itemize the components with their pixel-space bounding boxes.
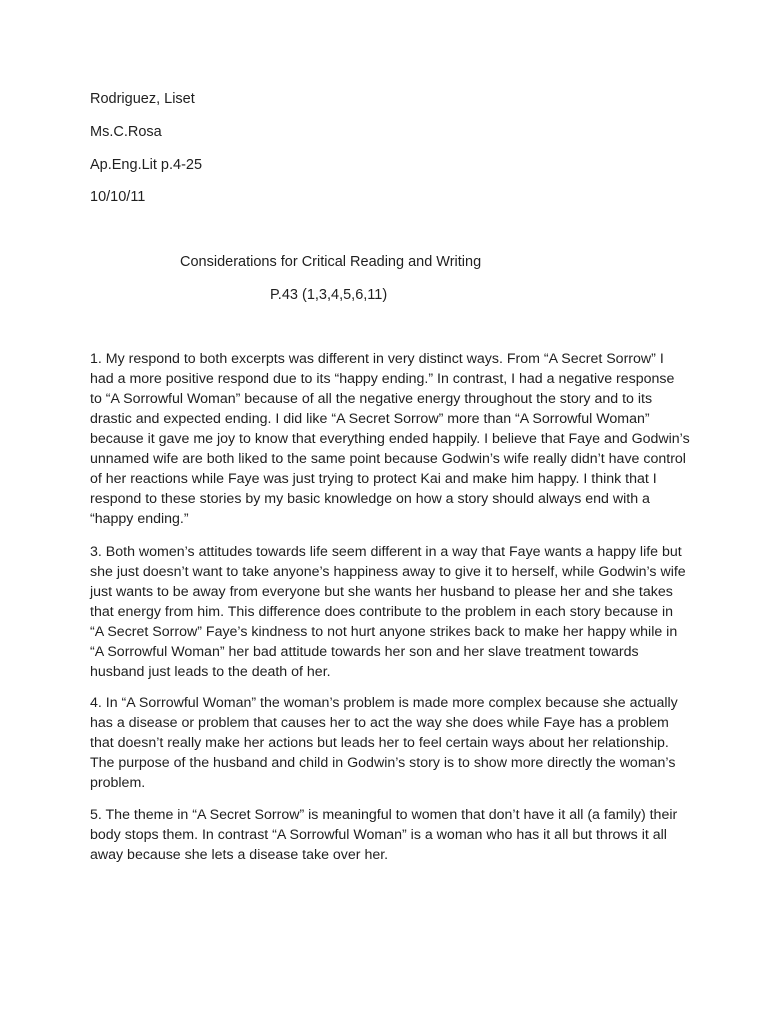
answer-5-paragraph: 5. The theme in “A Secret Sorrow” is meaningful to women that don’t have it all (a family) their body stops them. In contrast “A Sorrowful Woman” is a woman who has it all but throws it all away because she lets a disease take over her.	[90, 807, 678, 863]
answer-4-paragraph: 4. In “A Sorrowful Woman” the woman’s problem is made more complex because she actually has a disease or problem that causes her to act the way she does while Faye has a problem that doesn’t really make her actions but leads her to feel certain ways about her relationship. The purpose of the husband and child in Godwin’s story is to show more directly the woman’s problem.	[90, 695, 678, 791]
teacher-name: Ms.C.Rosa	[90, 124, 162, 140]
student-name: Rodriguez, Liset	[90, 91, 195, 107]
answer-1-paragraph: 1. My respond to both excerpts was different in very distinct ways. From “A Secret Sorrow” I had a more positive respond due to its “happy ending.” In contrast, I had a negative response to “A Sorrowful Woman” because of all the negative energy throughout the story and to its drastic and expected ending. I did like “A Secret Sorrow” more than “A Sorrowful Woman” because it gave me joy to know that everything ended happily. I believe that Faye and Godwin’s unnamed wife are both liked to the same point because Godwin’s wife really didn’t have control of her reactions while Faye was just trying to protect Kai and make him happy. I think that I respond to these stories by my basic knowledge on how a story should always end with a “happy ending.”	[90, 351, 690, 527]
assignment-date: 10/10/11	[90, 189, 146, 205]
document-title: Considerations for Critical Reading and Writing	[180, 254, 482, 270]
course-period: Ap.Eng.Lit p.4-25	[90, 157, 203, 173]
page-reference: P.43 (1,3,4,5,6,11)	[270, 287, 388, 303]
answer-3-paragraph: 3. Both women’s attitudes towards life seem different in a way that Faye wants a happy life but she just doesn’t want to take anyone’s happiness away to give it to herself, while Godwin’s wife just wants to be away from everyone but she wants her husband to please her and she takes that energy from him. This difference does contribute to the problem in each story because in “A Secret Sorrow” Faye’s kindness to not hurt anyone strikes back to make her happy while in “A Sorrowful Woman” her bad attitude towards her son and her slave treatment towards husband just leads to the death of her.	[90, 544, 686, 680]
